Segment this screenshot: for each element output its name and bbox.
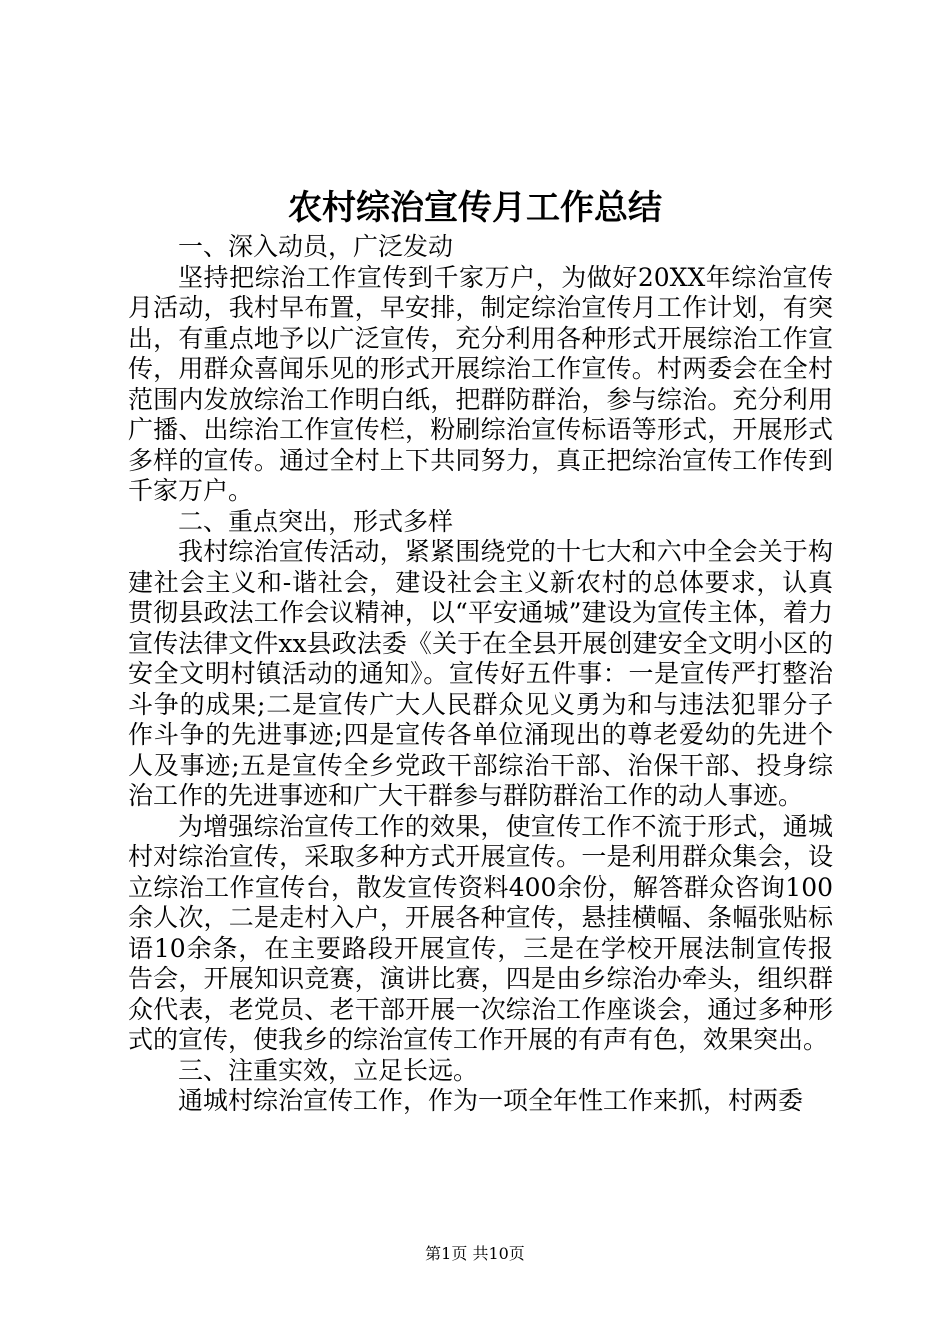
section-heading: 三、注重实效，立足长远。 [178, 1055, 479, 1085]
paragraph: 为增强综治宣传工作的效果，使宣传工作不流于形式，通城村对综治宣传，采取多种方式开展宣传。一是利用群众集会，设立综治工作宣传台，散发宣传资料400余份，解答群众咨询100余人次，二是走村入户，开展各种宣传，悬挂横幅、条幅张贴标语10余条，在主要路段开展宣传，三是在学校开展法制宣传报告会，开展知识竞赛，演讲比赛，四是由乡综治办牵头，组织群众代表，老党员、老干部开展一次综治工作座谈会，通过多种形式的宣传，使我乡的综治宣传工作开展的有声有色，效果突出。 [128, 811, 833, 1054]
section-2 [128, 507, 833, 1056]
document-body [128, 232, 833, 1117]
page-footer: 第1页 共10页 [425, 1244, 525, 1263]
paragraph: 坚持把综治工作宣传到千家万户，为做好20XX年综治宣传月活动，我村早布置，早安排，制定综治宣传月工作计划，有突出，有重点地予以广泛宣传，充分利用各种形式开展综治工作宣传，用群众喜闻乐见的形式开展综治工作宣传。村两委会在全村范围内发放综治工作明白纸，把群防群治，参与综治。充分利用广播、出综治工作宣传栏，粉刷综治宣传标语等形式，开展形式多样的宣传。通过全村上下共同努力，真正把综治宣传工作传到千家万户。 [128, 262, 833, 505]
section-heading: 一、深入动员，广泛发动 [178, 232, 454, 261]
paragraph: 通城村综治宣传工作，作为一项全年性工作来抓，村两委 [178, 1086, 804, 1115]
section-1 [128, 232, 833, 507]
document-title: 农村综治宣传月工作总结 [288, 188, 662, 228]
section-heading: 二、重点突出，形式多样 [178, 506, 454, 536]
paragraph: 我村综治宣传活动，紧紧围绕党的十七大和六中全会关于构建社会主义和-谐社会，建设社会主义新农村的总体要求，认真贯彻县政法工作会议精神，以“平安通城”建设为宣传主体，着力宣传法律文件xx县政法委《关于在全县开展创建安全文明小区的安全文明村镇活动的通知》。宣传好五件事：一是宣传严打整治斗争的成果;二是宣传广大人民群众见义勇为和与违法犯罪分子作斗争的先进事迹;四是宣传各单位涌现出的尊老爱幼的先进个人及事迹;五是宣传全乡党政干部综治干部、治保干部、投身综治工作的先进事迹和广大干群参与群防群治工作的动人事迹。 [128, 537, 833, 810]
section-3 [128, 1056, 833, 1117]
